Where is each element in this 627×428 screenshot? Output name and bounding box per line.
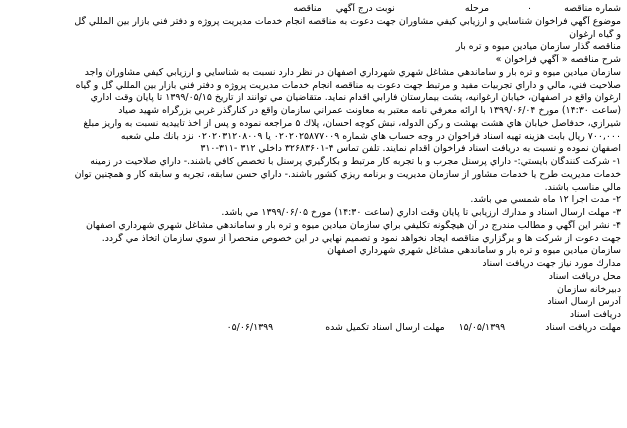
stage-label: مرحله — [464, 3, 490, 14]
body-line: صلاحيت فني، مالي و داراي تجربيات مفيد و مرتبط جهت دعوت به مناقصه انجام خدمات مديريت پروژه و دفتر فني بازار بين المللي گل و گياه — [75, 79, 621, 91]
body-line: ۲- مدت اجرا ۱۲ ماه شمسي مي باشد. — [470, 194, 621, 206]
header-row — [4, 3, 621, 16]
body-line: اصفهان نموده و نسبت به دريافت اسناد فراخوان اقدام نمايند. تلفن تماس ۴-۳۲۶۸۳۶۰۱ داخلي ۳۱۲ -۳۱۱-۳۱۰ — [200, 143, 621, 155]
tender-document — [4, 3, 621, 335]
submit-address-label: آدرس ارسال اسناد — [547, 296, 621, 308]
body-line: مالي مناسب باشند. — [544, 181, 621, 193]
deadline-row — [4, 322, 621, 335]
submit-deadline-label: مهلت ارسال اسناد تكميل شده — [325, 321, 445, 333]
submit-deadline-value: ۰۵/۰۶/۱۳۹۹ — [226, 321, 274, 333]
body-line: ۳- مهلت ارسال اسناد و مدارك ارزيابي تا پايان وقت اداري (ساعت ۱۴:۳۰) مورخ ۱۳۹۹/۰۶/۰۵ مي باشد. — [221, 207, 621, 218]
body-line: جهت دعوت از شركت ها و برگزاري مناقصه ايجاد نخواهد نمود و تصميم نهايي در اين خصوص منحصراً از سوي سازمان اتخاذ مي گردد. — [101, 232, 621, 244]
body-line: خدمات مديريت طرح يا خدمات مشاور از سازمان مديريت و برنامه ريزي كشور باشند.- داراي حسن سابقه، تجربه و سابقه كار و همچنين توان — [74, 168, 621, 180]
subject-line-cont: و گياه ارغوان — [569, 28, 621, 40]
submit-address-value: دريافت اسناد — [569, 309, 621, 320]
ad-type-label: نوبت درج آگهي — [335, 3, 395, 14]
tender-number-label: شماره مناقصه — [564, 3, 621, 14]
body-line: ۴- نشر اين آگهي و مطالب مندرج در آن هيچگونه تكليفي براي سازمان ميادين ميوه و تره بار و ساماندهي مشاغل شهري شهرداري اصفهان — [86, 219, 621, 231]
ad-type-value: مناقصه — [293, 3, 322, 14]
organizer-line: مناقصه گذار سازمان ميادين ميوه و تره بار — [455, 41, 621, 53]
body-line: ارغوان واقع در اصفهان، خيابان ارغوانيه، پشت بيمارستان فارابي اقدام نمايد. متقاضيان مي توانند از تاريخ ۱۳۹۹/۰۵/۱۵ تا پايان وقت اداري — [90, 92, 621, 104]
pickup-location-value: دبيرخانه سازمان — [556, 283, 621, 295]
body-line: شيرازي، حدفاصل خيابان هاي هشت بهشت و ركن الدوله، نبش كوچه احسان، پلاك ۵ مراجعه نموده و پس از اخذ تاييديه نسبت به واريز مبلغ — [83, 117, 621, 129]
body-line: ۷۰۰,۰۰۰ ريال بابت هزينه تهيه اسناد فراخوان در وجه حساب هاي شماره ۰۲۰۲۰۲۵۸۷۷۰۰۹ يا ۰۲۰۲۰۳۱۲۰۸۰۰۹ نزد بانك ملي شعبه — [120, 130, 621, 142]
receive-deadline-label: مهلت دريافت اسناد — [545, 321, 621, 333]
receive-deadline-value: ۱۵/۰۵/۱۳۹۹ — [458, 321, 506, 333]
subject-line: موضوع آگهي فراخوان شناسايي و ارزيابي كيفي مشاوران جهت دعوت به مناقصه انجام خدمات مديريت پروژه و دفتر فني بازار بين المللي گل — [74, 15, 621, 27]
body-line: ۱- شركت كنندگان بايستي:- داراي پرسنل مجرب و با تجربه كار مرتبط و بكارگيري پرسنل با تخصص كافي باشند.- داراي صلاحيت در زمينه — [90, 156, 621, 167]
description-title: شرح مناقصه « آگهي فراخوان » — [495, 54, 621, 65]
pickup-location-label: محل دريافت اسناد — [548, 270, 621, 282]
tender-number-value: ۰ — [527, 3, 533, 14]
body-line: سازمان ميادين ميوه و تره بار و ساماندهي مشاغل شهري شهرداري اصفهان — [327, 245, 621, 257]
body-line: سازمان ميادين ميوه و تره بار و ساماندهي مشاغل شهري شهرداري اصفهان در نظر دارد نسبت به شناسايي و ارزيابي كيفي مشاوران واجد — [84, 66, 621, 78]
body-line: (ساعت ۱۴:۳۰) مورخ ۱۳۹۹/۰۶/۰۴ با ارائه معرفي نامه معتبر به معاونت عمراني سازمان واقع در كنارگذر غربي بزرگراه شهيد صياد — [118, 105, 621, 116]
required-docs-label: مدارك مورد نياز جهت دريافت اسناد — [482, 258, 621, 269]
